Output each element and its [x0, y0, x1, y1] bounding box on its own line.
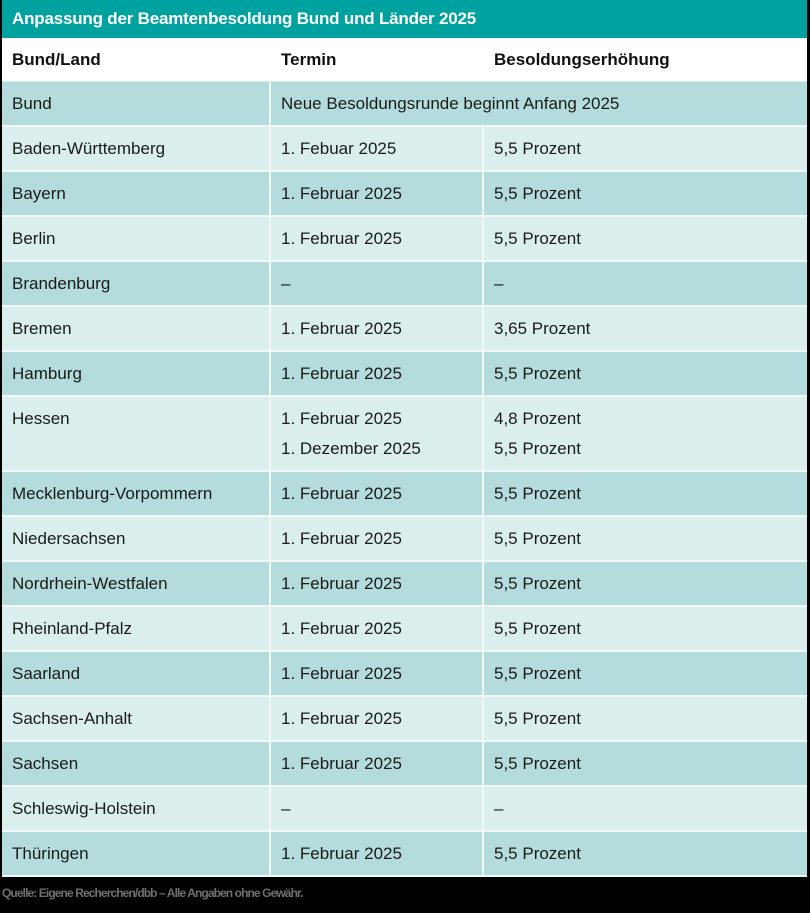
- termin-value: 1. Februar 2025: [281, 574, 402, 593]
- cell-termin: [271, 127, 484, 170]
- cell-erhoehung: [484, 742, 807, 785]
- land-name: Hamburg: [12, 364, 82, 383]
- erhoehung-value: 5,5 Prozent: [494, 619, 581, 638]
- cell-termin: [271, 742, 484, 785]
- erhoehung-value: 5,5 Prozent: [494, 754, 581, 773]
- cell-termin: [271, 397, 484, 470]
- cell-termin: [271, 472, 484, 515]
- table-row: [2, 217, 807, 262]
- cell-termin: [271, 307, 484, 350]
- table-row: [2, 697, 807, 742]
- cell-termin: [271, 262, 484, 305]
- table-row: [2, 172, 807, 217]
- cell-land: [2, 832, 271, 875]
- cell-erhoehung: [484, 832, 807, 875]
- table-row: [2, 517, 807, 562]
- table-title: Anpassung der Beamtenbesoldung Bund und Länder 2025: [2, 0, 807, 38]
- erhoehung-value: 5,5 Prozent: [494, 664, 581, 683]
- termin-value: 1. Februar 2025: [281, 484, 402, 503]
- land-name: Saarland: [12, 664, 81, 683]
- cell-land: [2, 352, 271, 395]
- termin-value: –: [281, 799, 291, 818]
- erhoehung-value: 5,5 Prozent: [494, 139, 581, 158]
- land-name: Hessen: [12, 409, 70, 428]
- land-name: Sachsen-Anhalt: [12, 709, 133, 728]
- table-row: [2, 562, 807, 607]
- cell-land: [2, 307, 271, 350]
- land-name: Bund: [12, 94, 52, 113]
- cell-termin: [271, 172, 484, 215]
- cell-erhoehung: [484, 397, 807, 470]
- table-row: [2, 652, 807, 697]
- cell-erhoehung: [484, 172, 807, 215]
- erhoehung-value: –: [494, 799, 504, 818]
- termin-value: 1. Februar 2025: [281, 754, 402, 773]
- termin-value: 1. Februar 2025: [281, 709, 402, 728]
- table-row: [2, 607, 807, 652]
- cell-land: [2, 127, 271, 170]
- termin-value: 1. Febuar 2025: [281, 139, 397, 158]
- land-name: Mecklenburg-Vorpommern: [12, 484, 213, 503]
- cell-land: [2, 217, 271, 260]
- table-row: [2, 742, 807, 787]
- cell-erhoehung: [484, 517, 807, 560]
- cell-erhoehung: [484, 652, 807, 695]
- table-row: [2, 397, 807, 472]
- land-name: Sachsen: [12, 754, 79, 773]
- land-name: Berlin: [12, 229, 56, 248]
- cell-erhoehung: [484, 697, 807, 740]
- erhoehung-value: 4,8 Prozent: [494, 409, 581, 428]
- cell-erhoehung: [484, 217, 807, 260]
- cell-land: [2, 472, 271, 515]
- source-note: Quelle: Eigene Recherchen/dbb – Alle Angaben ohne Gewähr.: [2, 886, 303, 900]
- cell-land: [2, 397, 271, 470]
- cell-termin: [271, 832, 484, 875]
- termin-value: 1. Februar 2025: [281, 529, 402, 548]
- cell-spanning-note: [271, 82, 807, 125]
- cell-erhoehung: [484, 127, 807, 170]
- termin-value: 1. Februar 2025: [281, 319, 402, 338]
- cell-erhoehung: [484, 352, 807, 395]
- land-name: Nordrhein-Westfalen: [12, 574, 168, 593]
- note-text: Neue Besoldungsrunde beginnt Anfang 2025: [281, 94, 620, 113]
- cell-land: [2, 82, 271, 125]
- cell-termin: [271, 607, 484, 650]
- cell-land: [2, 742, 271, 785]
- cell-land: [2, 172, 271, 215]
- cell-termin: [271, 562, 484, 605]
- cell-termin: [271, 352, 484, 395]
- termin-value: 1. Februar 2025: [281, 229, 402, 248]
- termin-value: 1. Februar 2025: [281, 409, 402, 428]
- erhoehung-value: 3,65 Prozent: [494, 319, 591, 338]
- erhoehung-value: 5,5 Prozent: [494, 364, 581, 383]
- cell-erhoehung: [484, 787, 807, 830]
- termin-value: 1. Februar 2025: [281, 364, 402, 383]
- table-body: [2, 82, 807, 877]
- cell-land: [2, 787, 271, 830]
- land-name: Bremen: [12, 319, 72, 338]
- cell-land: [2, 697, 271, 740]
- termin-value: 1. Februar 2025: [281, 619, 402, 638]
- erhoehung-value: 5,5 Prozent: [494, 484, 581, 503]
- land-name: Baden-Württemberg: [12, 139, 166, 158]
- cell-erhoehung: [484, 262, 807, 305]
- land-name: Thüringen: [12, 844, 89, 863]
- table-row: [2, 127, 807, 172]
- table-row: [2, 832, 807, 877]
- table-header: [2, 38, 807, 82]
- cell-erhoehung: [484, 472, 807, 515]
- land-name: Niedersachsen: [12, 529, 126, 548]
- termin-value: 1. Februar 2025: [281, 184, 402, 203]
- cell-termin: [271, 217, 484, 260]
- cell-erhoehung: [484, 307, 807, 350]
- erhoehung-value: 5,5 Prozent: [494, 439, 581, 458]
- salary-table: [2, 0, 807, 877]
- termin-value: 1. Februar 2025: [281, 664, 402, 683]
- erhoehung-value: 5,5 Prozent: [494, 709, 581, 728]
- cell-land: [2, 562, 271, 605]
- cell-termin: [271, 697, 484, 740]
- erhoehung-value: 5,5 Prozent: [494, 529, 581, 548]
- termin-value: –: [281, 274, 291, 293]
- termin-value: 1. Februar 2025: [281, 844, 402, 863]
- cell-erhoehung: [484, 607, 807, 650]
- erhoehung-value: 5,5 Prozent: [494, 229, 581, 248]
- land-name: Rheinland-Pfalz: [12, 619, 133, 638]
- column-header-land: Bund/Land: [12, 49, 101, 69]
- table-row: [2, 472, 807, 517]
- land-name: Schleswig-Holstein: [12, 799, 156, 818]
- land-name: Bayern: [12, 184, 66, 203]
- cell-land: [2, 652, 271, 695]
- column-header-erhoehung: Besoldungserhöhung: [494, 49, 670, 69]
- table-row: [2, 262, 807, 307]
- erhoehung-value: 5,5 Prozent: [494, 574, 581, 593]
- cell-land: [2, 262, 271, 305]
- erhoehung-value: 5,5 Prozent: [494, 844, 581, 863]
- table-row: [2, 307, 807, 352]
- termin-value: 1. Dezember 2025: [281, 439, 421, 458]
- land-name: Brandenburg: [12, 274, 111, 293]
- cell-erhoehung: [484, 562, 807, 605]
- cell-land: [2, 517, 271, 560]
- erhoehung-value: 5,5 Prozent: [494, 184, 581, 203]
- cell-termin: [271, 517, 484, 560]
- erhoehung-value: –: [494, 274, 504, 293]
- cell-land: [2, 607, 271, 650]
- table-row: [2, 82, 807, 127]
- cell-termin: [271, 787, 484, 830]
- cell-termin: [271, 652, 484, 695]
- table-row: [2, 352, 807, 397]
- table-row: [2, 787, 807, 832]
- column-header-termin: Termin: [281, 49, 337, 69]
